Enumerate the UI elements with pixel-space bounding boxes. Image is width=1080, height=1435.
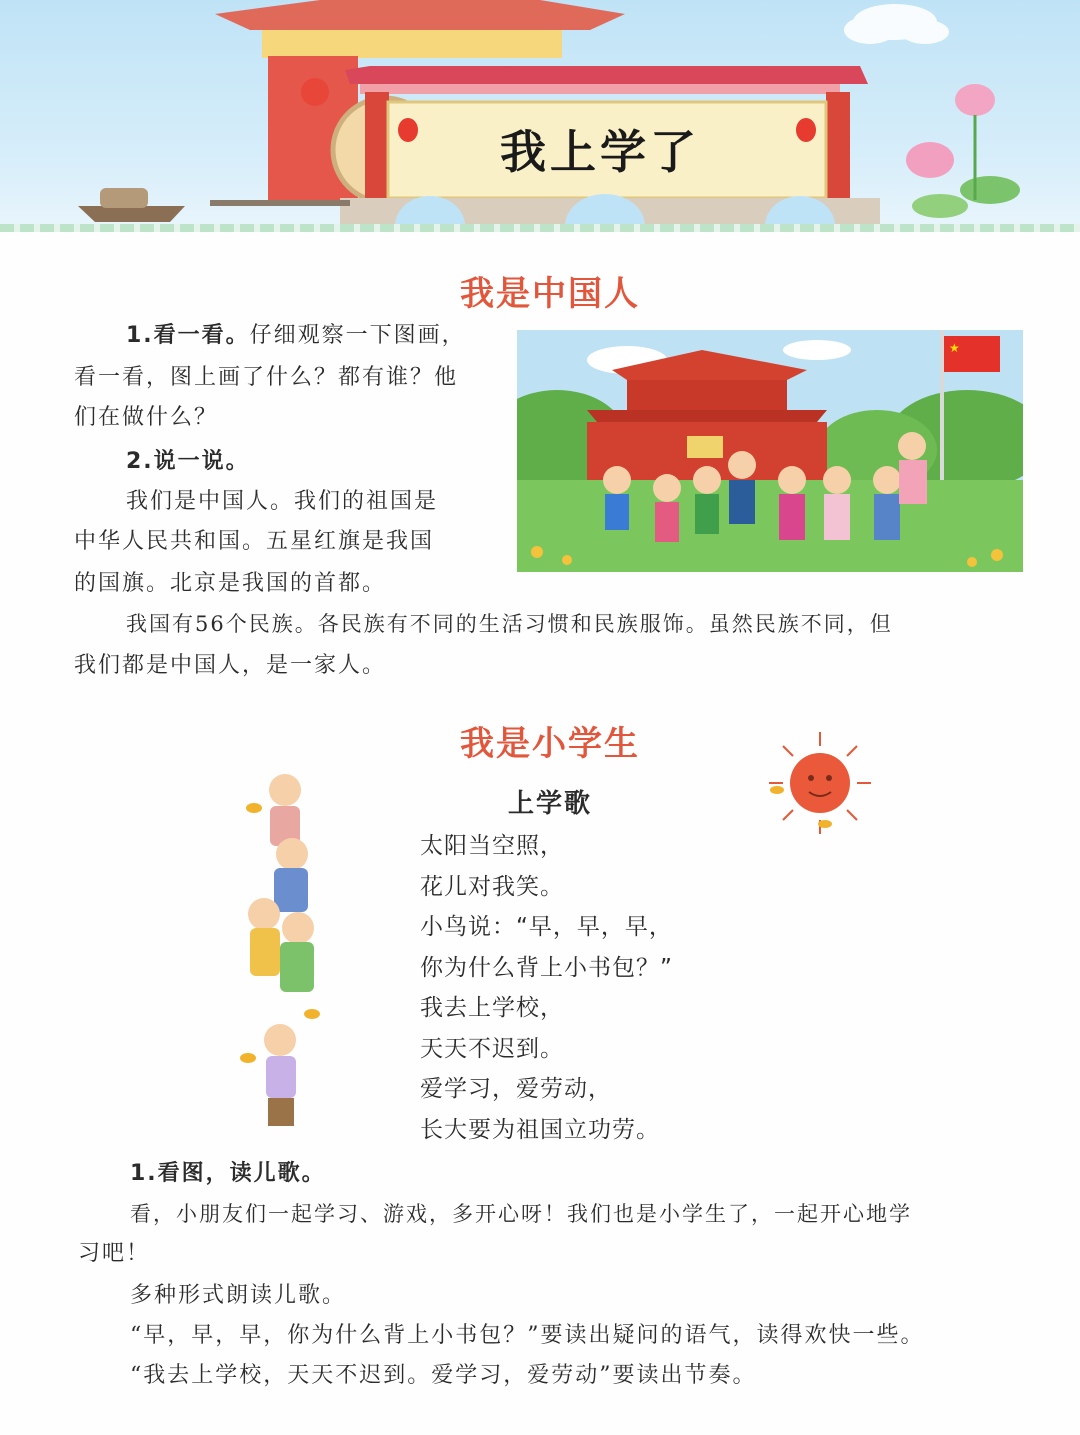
chapter-title: 我上学了 — [500, 125, 700, 179]
chapter-banner — [0, 0, 1080, 232]
paragraph-line: 看，小朋友们一起学习、游戏，多开心呀！我们也是小学生了，一起开心地学 — [130, 1202, 912, 1226]
say-heading: 2.说一说。 — [126, 449, 250, 474]
song-lyrics — [420, 826, 673, 1150]
paragraph-line: “早，早，早，你为什么背上小书包？”要读出疑问的语气，读得欢快一些。 — [130, 1323, 925, 1348]
look-heading: 1.看一看。 — [126, 323, 250, 348]
children-illustration — [240, 768, 330, 1138]
paragraph-line: 的国旗。北京是我国的首都。 — [74, 571, 387, 596]
section-title-student: 我是小学生 — [460, 724, 640, 764]
paragraph-line: 我们是中国人。我们的祖国是 — [126, 489, 439, 514]
song-line: 爱学习，爱劳动， — [420, 1076, 612, 1102]
song-line: 太阳当空照， — [420, 833, 564, 859]
tiananmen-illustration — [517, 330, 1023, 572]
song-line: 天天不迟到。 — [420, 1035, 564, 1062]
banner-border — [0, 224, 1080, 232]
song-line: 花儿对我笑。 — [420, 873, 564, 900]
paragraph-line: 我国有56个民族。各民族有不同的生活习惯和民族服饰。虽然民族不同，但 — [126, 612, 893, 636]
section-title-chinese: 我是中国人 — [460, 274, 640, 314]
look-text-2: 看一看，图上画了什么？都有谁？他 — [74, 365, 459, 390]
look-text: 仔细观察一下图画， — [249, 323, 466, 348]
paragraph-line: 我们都是中国人，是一家人。 — [74, 653, 387, 678]
svg-text:★: ★ — [949, 341, 960, 355]
song-line: 小鸟说：“早，早，早， — [420, 914, 673, 940]
look-text-3: 们在做什么？ — [74, 405, 219, 430]
paragraph-line: 中华人民共和国。五星红旗是我国 — [74, 529, 435, 554]
song-title: 上学歌 — [508, 789, 593, 819]
task-heading: 1.看图，读儿歌。 — [130, 1161, 326, 1186]
song-line: 长大要为祖国立功劳。 — [420, 1116, 660, 1143]
song-line: 你为什么背上小书包？” — [420, 954, 673, 981]
paragraph-line: 习吧！ — [78, 1241, 151, 1266]
paragraph-line: “我去上学校，天天不迟到。爱学习，爱劳动”要读出节奏。 — [130, 1363, 757, 1388]
sun-illustration — [765, 728, 875, 838]
paragraph-line: 多种形式朗读儿歌。 — [130, 1283, 347, 1308]
song-line: 我去上学校， — [420, 995, 564, 1021]
